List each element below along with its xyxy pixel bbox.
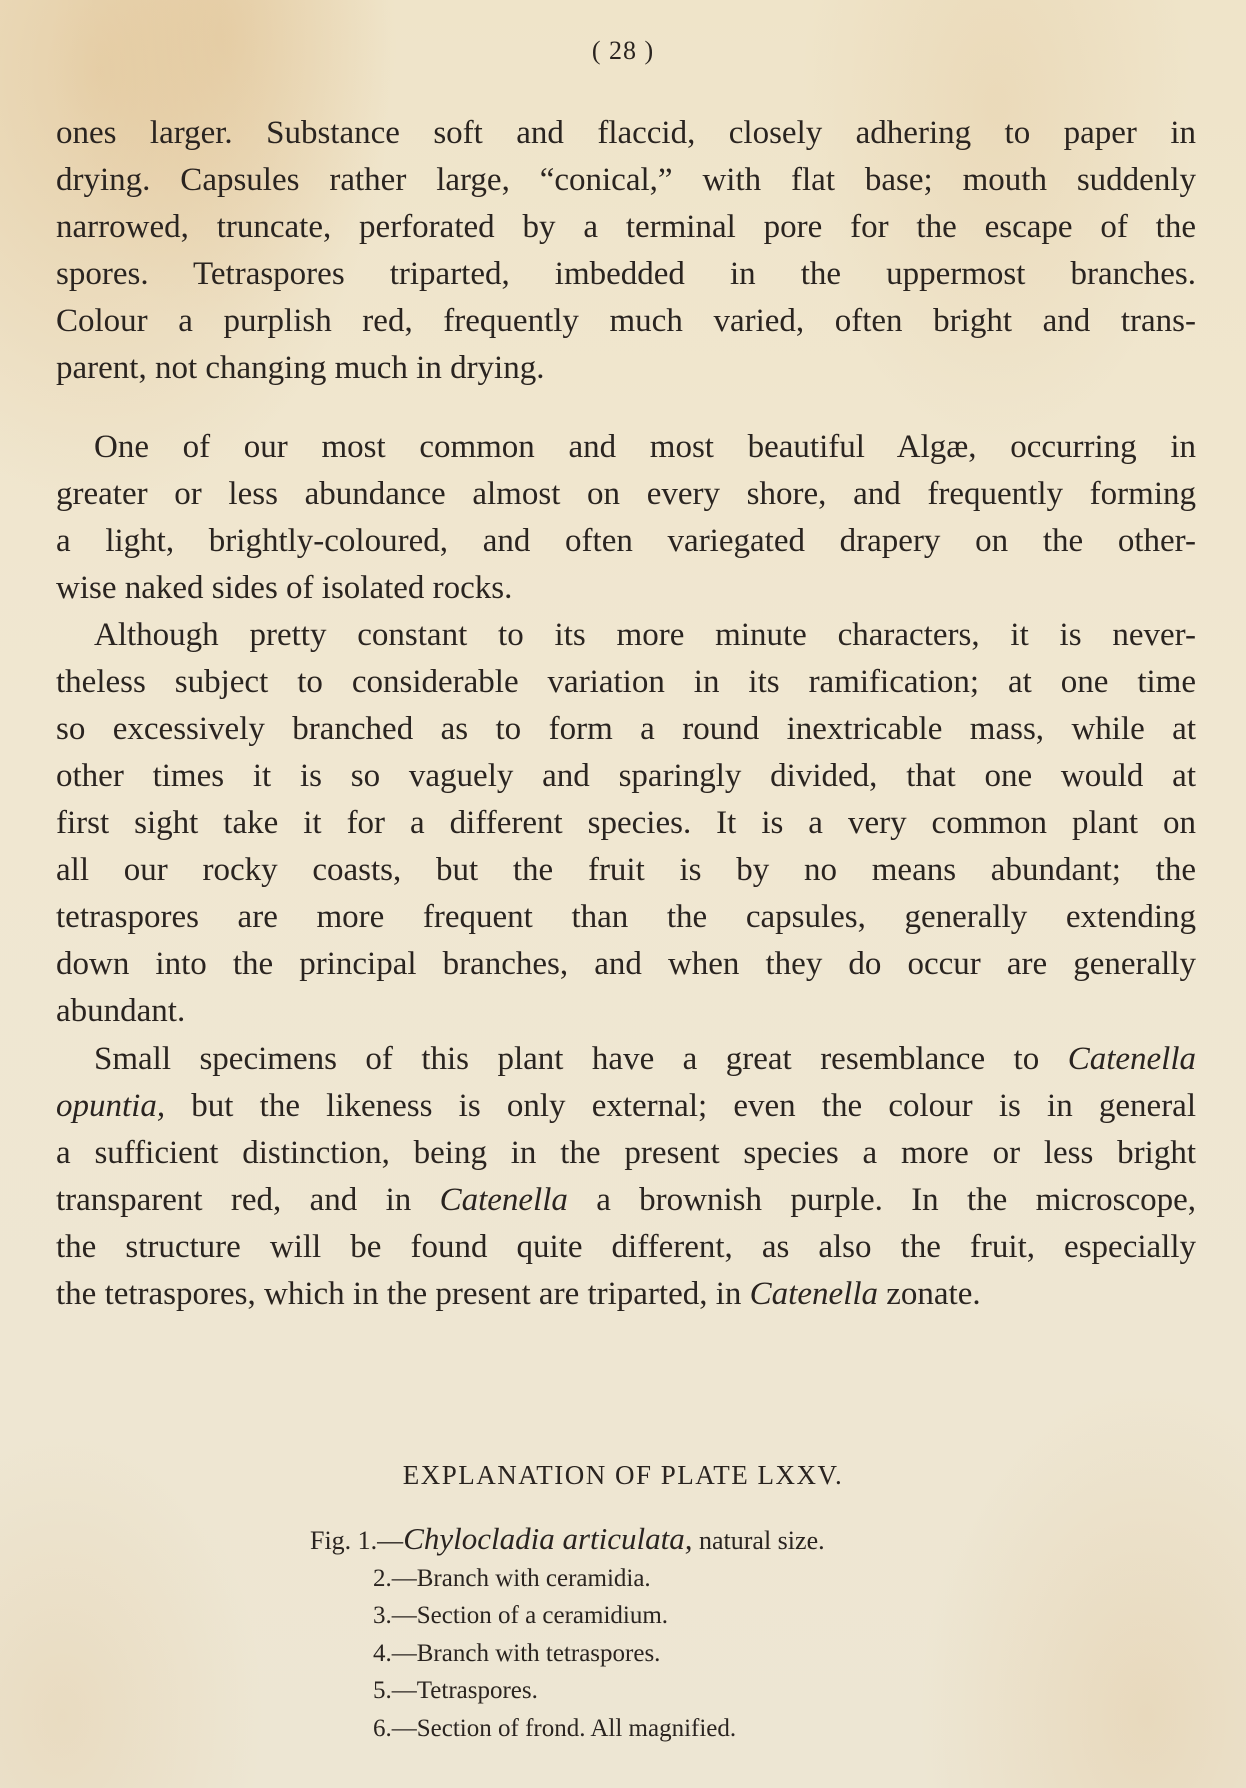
species-name: Chylocladia articulata, [403, 1521, 693, 1556]
figure-prefix: Fig. 1.— [310, 1526, 404, 1555]
text-line: parent, not changing much in drying. [56, 350, 545, 386]
paragraph-2 [56, 424, 1196, 612]
text-run: transparent red, and in [56, 1182, 440, 1218]
text-line: all our rocky coasts, but the fruit is by no means abundant; the [56, 852, 1196, 888]
figure-item [310, 1520, 825, 1560]
text-run: Small specimens of this plant have a great resemblance to [94, 1041, 1068, 1077]
text-run: the tetraspores, which in the present are triparted, in [56, 1276, 750, 1312]
text-line [56, 1271, 1196, 1318]
species-name: Catenella [439, 1182, 568, 1218]
figure-item: 5.—Tetraspores. [373, 1677, 538, 1704]
page-number: ( 28 ) [591, 36, 655, 65]
text-run: but the likeness is only external; even the colour is in general [165, 1088, 1196, 1124]
text-line: the structure will be found quite different, as also the fruit, especially [56, 1229, 1196, 1265]
figure-item: 3.—Section of a ceramidium. [373, 1602, 669, 1629]
text-line: One of our most common and most beautiful Algæ, occurring in [94, 429, 1196, 465]
text-line: spores. Tetraspores triparted, imbedded in the uppermost branches. [56, 256, 1196, 292]
paragraph-1 [56, 110, 1196, 392]
figure-list [310, 1520, 825, 1747]
figure-item: 2.—Branch with ceramidia. [373, 1564, 651, 1592]
figure-item: 6.—Section of frond. All magnified. [373, 1714, 737, 1742]
text-line: a light, brightly-coloured, and often variegated drapery on the other- [56, 523, 1196, 559]
text-line: drying. Capsules rather large, “conical,” with flat base; mouth suddenly [56, 162, 1196, 198]
text-line: down into the principal branches, and when they do occur are generally [56, 946, 1196, 982]
text-line: narrowed, truncate, perforated by a terminal pore for the escape of the [56, 209, 1196, 245]
figure-caption: natural size. [692, 1526, 825, 1555]
plate-heading: EXPLANATION OF PLATE LXXV. [402, 1460, 844, 1490]
text-line: so excessively branched as to form a round inextricable mass, while at [56, 711, 1196, 747]
text-line [56, 1083, 1196, 1130]
text-line: Although pretty constant to its more minute characters, it is never- [94, 617, 1196, 653]
text-line: greater or less abundance almost on every shore, and frequently forming [56, 476, 1196, 512]
text-run: zonate. [877, 1276, 981, 1312]
text-line: theless subject to considerable variation in its ramification; at one time [56, 664, 1196, 700]
paragraph-3 [56, 612, 1196, 1035]
text-line: abundant. [56, 993, 186, 1029]
figure-item: 4.—Branch with tetraspores. [373, 1639, 661, 1667]
paragraph-4 [56, 1036, 1196, 1318]
text-line: first sight take it for a different species. It is a very common plant on [56, 805, 1196, 841]
species-name: Catenella [749, 1276, 878, 1312]
text-line [56, 1177, 1196, 1224]
text-line: wise naked sides of isolated rocks. [56, 570, 513, 606]
text-line: ones larger. Substance soft and flaccid, closely adhering to paper in [56, 115, 1196, 151]
text-line: tetraspores are more frequent than the capsules, generally extending [56, 899, 1196, 935]
text-line [56, 1036, 1196, 1083]
text-line: Colour a purplish red, frequently much varied, often bright and trans- [56, 303, 1196, 339]
species-name: opuntia, [56, 1088, 166, 1124]
species-name: Catenella [1067, 1041, 1196, 1077]
text-line: other times it is so vaguely and sparingly divided, that one would at [56, 758, 1196, 794]
text-run: a brownish purple. In the microscope, [567, 1182, 1196, 1218]
text-line: a sufficient distinction, being in the present species a more or less bright [56, 1135, 1196, 1171]
